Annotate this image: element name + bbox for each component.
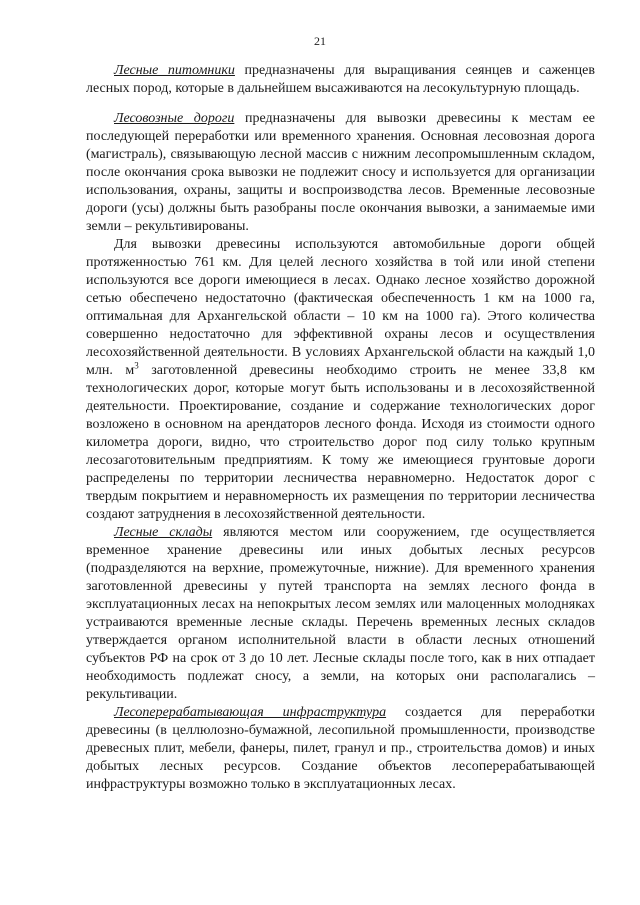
- paragraph-road-network: [86, 236, 595, 524]
- term-timber-yards: Лесные склады: [114, 525, 213, 540]
- paragraph-text: являются местом или сооружением, где осуществляется временное хранение древесины или иных добытых лесных ресурсов (подразделяются на верхние, промежуточные, нижние). Для временного хранения заготовленной древесины у путей транспорта на землях лесного фонда в эксплуатационных лесах на непокрытых лесом землях или малоценных молодняках устраиваются временные лесные склады. Перечень временных лесных складов утверждается органом исполнительной власти в области лесных отношений субъектов РФ на срок от 3 до 10 лет. Лесные склады после того, как в них отпадает необходимость подлежат сносу, а земли, на которых они располагались – рекультивации.: [86, 525, 595, 702]
- paragraph-logging-roads: [86, 110, 595, 236]
- paragraph-processing-infrastructure: [86, 704, 595, 794]
- page-number: 21: [314, 34, 326, 48]
- paragraph-text: Для вывозки древесины используются автомобильные дороги общей протяженностью 761 км. Для целей лесного хозяйства в той или иной степени используются все дороги имеющиеся в лесах. Однако лесное хозяйство дорожной сетью обеспечено недостаточно (фактическая обеспеченность 1 км на 1000 га, оптимальная для Архангельской области – 10 км на 1000 га). Этого количества совершенно недостаточно для эффективной охраны лесов и осуществления лесохозяйственной деятельности. В условиях Архангельской области на каждый 1,0 млн. м: [86, 237, 595, 378]
- term-processing-infrastructure: Лесоперерабатывающая инфраструктура: [114, 705, 387, 720]
- paragraph-text: создается для переработки древесины (в целлюлозно-бумажной, лесопильной промышленности, производстве древесных плит, мебели, фанеры, пилет, гранул и пр., строительства домов) и иных добытых лесных ресурсов. Создание объектов лесоперерабатывающей инфраструктуры возможно только в эксплуатационных лесах.: [86, 705, 595, 792]
- superscript: 3: [134, 360, 139, 371]
- term-forest-nurseries: Лесные питомники: [114, 63, 235, 78]
- paragraph-timber-yards: [86, 524, 595, 704]
- paragraph-text: предназначены для выращивания сеянцев и саженцев лесных пород, которые в дальнейшем высаживаются на лесокультурную площадь.: [86, 63, 596, 96]
- paragraph-text: заготовленной древесины необходимо строить не менее 33,8 км технологических дорог, которые могут быть использованы и в лесохозяйственной деятельности. Проектирование, создание и содержание технологических дорог возложено в основном на арендаторов лесного фонда. Исходя из стоимости одного километра дороги, видно, что строительство дорог под силу только крупным лесозаготовительным предприятиям. К тому же имеющиеся грунтовые дороги распределены по территории лесничества неравномерно. Недостаток дорог с твердым покрытием и неравномерность их размещения по территории лесничества создают затруднения в лесохозяйственной деятельности.: [86, 363, 596, 522]
- paragraph-text: предназначены для вывозки древесины к местам ее последующей переработки или временного хранения. Основная лесовозная дорога (магистраль), связывающую лесной массив с нижним лесопромышленным складом, после окончания срока вывозки не подлежит сносу и используется для организации использования, охраны, защиты и воспроизводства лесов. Временные лесовозные дороги (усы) должны быть разобраны после окончания вывозки, а занимаемые ими земли – рекультивированы.: [86, 111, 596, 234]
- document-body: [86, 62, 595, 794]
- term-logging-roads: Лесовозные дороги: [114, 111, 235, 126]
- paragraph-forest-nurseries: [86, 62, 595, 98]
